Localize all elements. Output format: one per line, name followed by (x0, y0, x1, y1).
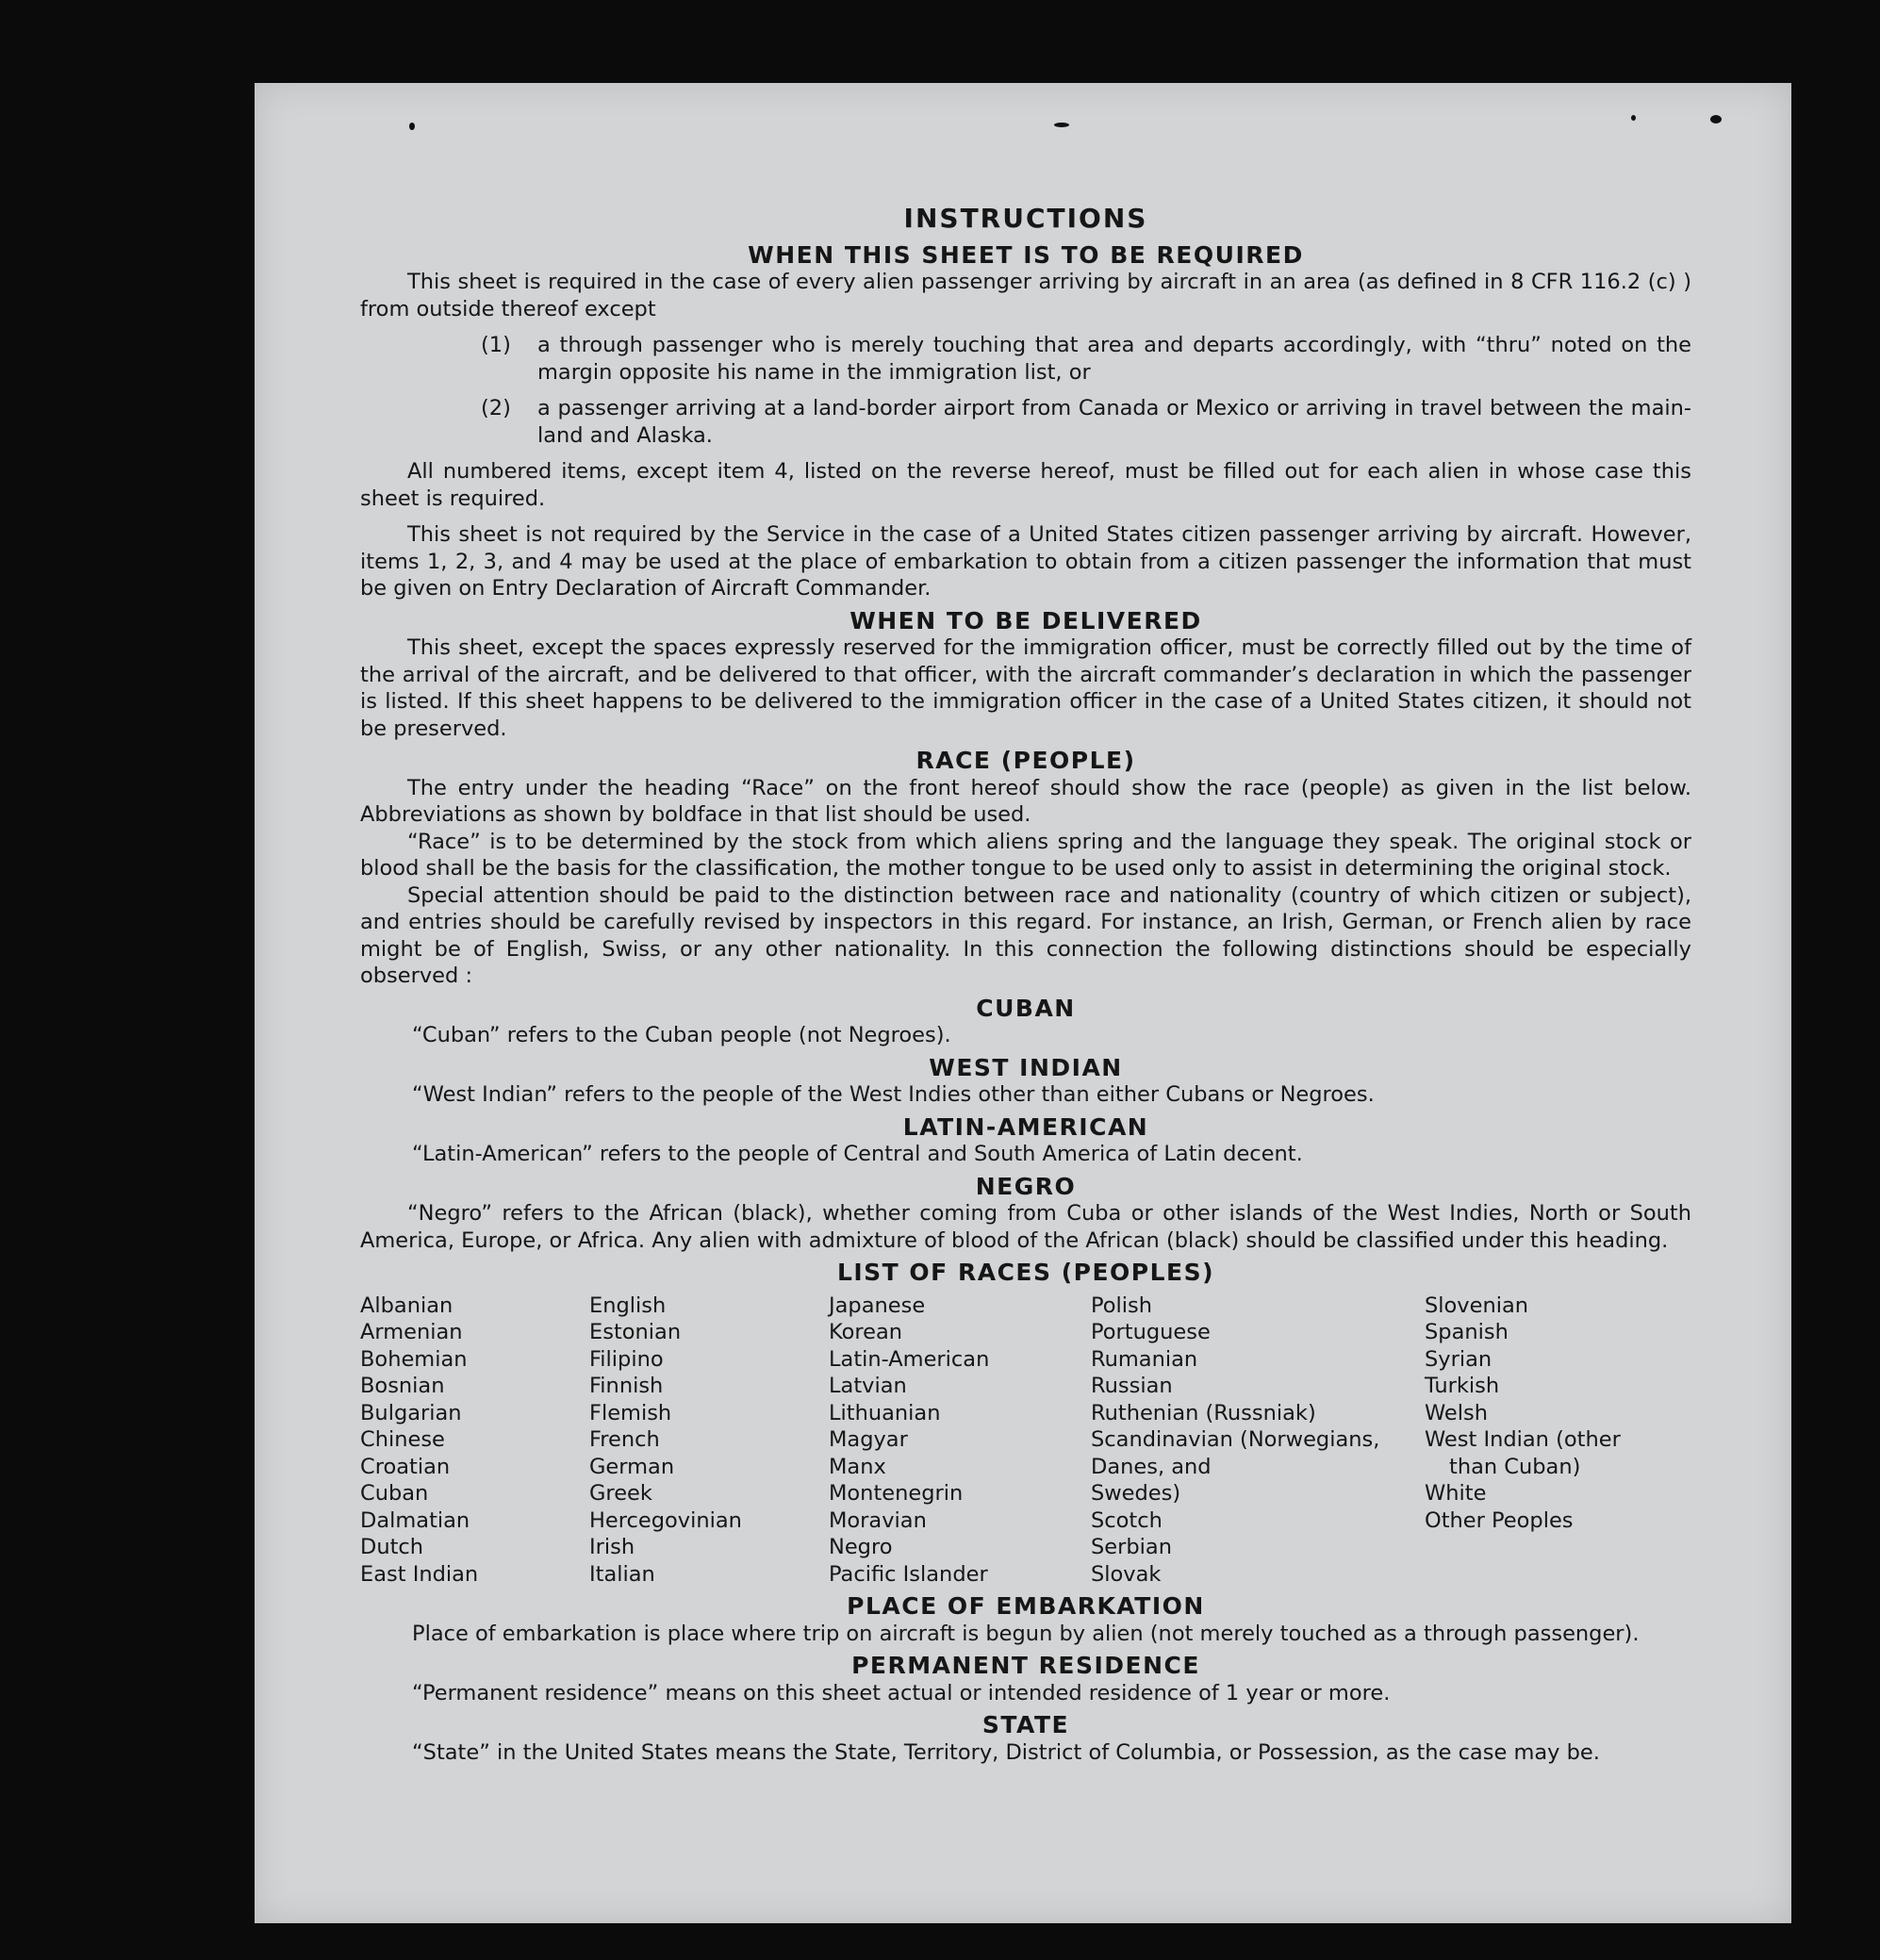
race-entry: Scotch (1091, 1507, 1163, 1533)
section-heading-residence: PERMANENT RESIDENCE (851, 1652, 1200, 1679)
section-heading-delivered: WHEN TO BE DELIVERED (849, 606, 1202, 634)
race-entry: Negro (829, 1535, 893, 1559)
race-entry: Moravian (829, 1507, 927, 1533)
race-entry: Chinese (360, 1427, 445, 1452)
race-entry: Spanish (1425, 1320, 1509, 1344)
race-paragraph: “Race” is to be determined by the stock from which aliens spring and the language they speak. The original stock or blood shall be the basis for the classification, the mother tongue to be used only to assist in determining the original stock. (360, 829, 1691, 881)
race-entry: Flemish (589, 1400, 672, 1425)
race-entry: Latvian (829, 1374, 907, 1398)
west-indian-definition: “West Indian” refers to the people of the West Indies other than either Cubans or Negroes. (412, 1082, 1375, 1107)
race-entry: Other Peoples (1425, 1507, 1574, 1533)
race-entry: Ruthenian (Russniak) (1091, 1400, 1316, 1425)
race-entry: Greek (589, 1481, 652, 1506)
embarkation-definition: Place of embarkation is place where trip on aircraft is begun by alien (not merely touched as a through passenger). (412, 1621, 1640, 1646)
race-entry: Russian (1091, 1374, 1173, 1398)
race-entry: Serbian (1091, 1535, 1172, 1559)
document-sheet (255, 83, 1791, 1923)
race-entry: Slovak (1091, 1561, 1162, 1587)
race-entry: French (589, 1427, 660, 1452)
race-entry: Danes, and (1091, 1454, 1212, 1479)
speck-mark (409, 123, 415, 130)
races-column (1425, 1293, 1691, 1589)
section-heading-races-list: LIST OF RACES (PEOPLES) (836, 1259, 1215, 1286)
exception-item (481, 332, 1691, 386)
race-entry: Albanian (360, 1293, 454, 1318)
speck-mark (1054, 123, 1069, 127)
instructions-content (360, 203, 1691, 1766)
race-entry: English (589, 1293, 667, 1318)
races-list (360, 1293, 1691, 1589)
races-column (360, 1293, 589, 1589)
speck-mark (1710, 115, 1722, 124)
section-heading-embarkation: PLACE OF EMBARKATION (847, 1592, 1205, 1620)
race-entry: German (589, 1454, 675, 1479)
race-entry: Turkish (1425, 1374, 1500, 1398)
race-entry: Irish (589, 1535, 635, 1559)
race-entry: Scandinavian (Norwegians, (1091, 1427, 1380, 1452)
section-heading-race: RACE (PEOPLE) (915, 747, 1136, 774)
item-text: a passenger arriving at a land-border airport from Canada or Mexico or arriving in travel between the main-land and Alaska. (537, 396, 1691, 448)
state-definition: “State” in the United States means the State, Territory, District of Columbia, or Possession, as the case may be. (412, 1739, 1600, 1765)
race-entry: Slovenian (1425, 1293, 1529, 1318)
race-paragraph: The entry under the heading “Race” on the front hereof should show the race (people) as given in the list below. Abbreviations as shown by boldface in that list should be used. (360, 775, 1691, 827)
item-number: (1) (481, 333, 511, 357)
required-paragraph: All numbered items, except item 4, listed on the reverse hereof, must be filled out for each alien in whose case this sheet is required. (360, 459, 1691, 511)
race-entry: Korean (829, 1320, 903, 1344)
section-heading-negro: NEGRO (975, 1172, 1077, 1200)
race-entry: Swedes) (1091, 1481, 1181, 1506)
race-entry: Bosnian (360, 1374, 445, 1398)
required-paragraph: This sheet is not required by the Service in the case of a United States citizen passenger arriving by aircraft. However, items 1, 2, 3, and 4 may be used at the place of embarkation to obtain from a citizen passenger the information that must be given on Entry Declaration of Aircraft Commander. (360, 522, 1691, 601)
required-intro: This sheet is required in the case of every alien passenger arriving by aircraft in an area (as defined in 8 CFR 116.2 (c) ) from outside thereof except (360, 270, 1691, 321)
race-entry: Rumanian (1091, 1346, 1198, 1372)
race-entry: Dutch (360, 1535, 424, 1559)
race-entry: Estonian (589, 1320, 682, 1344)
latin-american-definition: “Latin-American” refers to the people of Central and South America of Latin decent. (412, 1142, 1303, 1166)
item-text: a through passenger who is merely touching that area and departs accordingly, with “thru” noted on the margin opposite his name in the immigration list, or (537, 333, 1691, 385)
race-paragraph: Special attention should be paid to the distinction between race and nationality (country of which citizen or subject), and entries should be carefully revised by inspectors in this regard. For instance, an Irish, German, or French alien by race might be of English, Swiss, or any other nationality. In this connection the following distinctions should be especially observed : (360, 882, 1691, 988)
speck-mark (1631, 115, 1636, 121)
race-entry: Montenegrin (829, 1481, 964, 1506)
race-entry: Portuguese (1091, 1320, 1211, 1344)
race-entry: Syrian (1425, 1346, 1492, 1372)
race-entry: Bulgarian (360, 1400, 462, 1425)
race-entry: Latin-American (829, 1346, 990, 1372)
race-entry: Finnish (589, 1374, 664, 1398)
races-column (589, 1293, 829, 1589)
race-entry: Filipino (589, 1346, 664, 1372)
race-entry: Lithuanian (829, 1400, 941, 1425)
race-entry: Bohemian (360, 1346, 468, 1372)
race-entry: Manx (829, 1454, 886, 1479)
races-column (1091, 1293, 1425, 1589)
race-entry: White (1425, 1481, 1487, 1506)
section-heading-required: WHEN THIS SHEET IS TO BE REQUIRED (748, 240, 1304, 269)
cuban-definition: “Cuban” refers to the Cuban people (not Negroes). (412, 1023, 951, 1047)
race-entry: West Indian (other (1425, 1427, 1621, 1452)
section-heading-cuban: CUBAN (976, 994, 1076, 1022)
race-entry: Polish (1091, 1293, 1153, 1318)
residence-definition: “Permanent residence” means on this sheet actual or intended residence of 1 year or more. (412, 1680, 1391, 1705)
race-entry: than Cuban) (1449, 1454, 1581, 1479)
race-entry: Hercegovinian (589, 1507, 742, 1533)
race-entry: Pacific Islander (829, 1561, 988, 1587)
race-entry: Dalmatian (360, 1507, 470, 1533)
section-heading-west-indian: WEST INDIAN (929, 1053, 1123, 1081)
race-entry: Italian (589, 1561, 655, 1587)
races-column (829, 1293, 1091, 1589)
race-entry: Japanese (829, 1293, 926, 1318)
race-entry: Welsh (1425, 1400, 1489, 1425)
exception-item (481, 395, 1691, 449)
page-title: INSTRUCTIONS (903, 203, 1148, 234)
section-heading-latin-american: LATIN-AMERICAN (902, 1112, 1149, 1141)
delivered-text: This sheet, except the spaces expressly reserved for the immigration officer, must be correctly filled out by the time of the arrival of the aircraft, and be delivered to that officer, with the aircraft commander’s declaration in which the passenger is listed. If this sheet happens to be delivered to the immigration officer in the case of a United States citizen, it should not be preserved. (360, 635, 1691, 741)
race-entry: Magyar (829, 1427, 908, 1452)
race-entry: Armenian (360, 1320, 463, 1344)
negro-definition: “Negro” refers to the African (black), whether coming from Cuba or other islands of the West Indies, North or South America, Europe, or Africa. Any alien with admixture of blood of the African (black) should be classified under this heading. (360, 1201, 1691, 1253)
item-number: (2) (481, 396, 511, 420)
race-entry: Croatian (360, 1454, 451, 1479)
section-heading-state: STATE (981, 1711, 1070, 1738)
race-entry: Cuban (360, 1481, 429, 1506)
race-entry: East Indian (360, 1561, 479, 1587)
